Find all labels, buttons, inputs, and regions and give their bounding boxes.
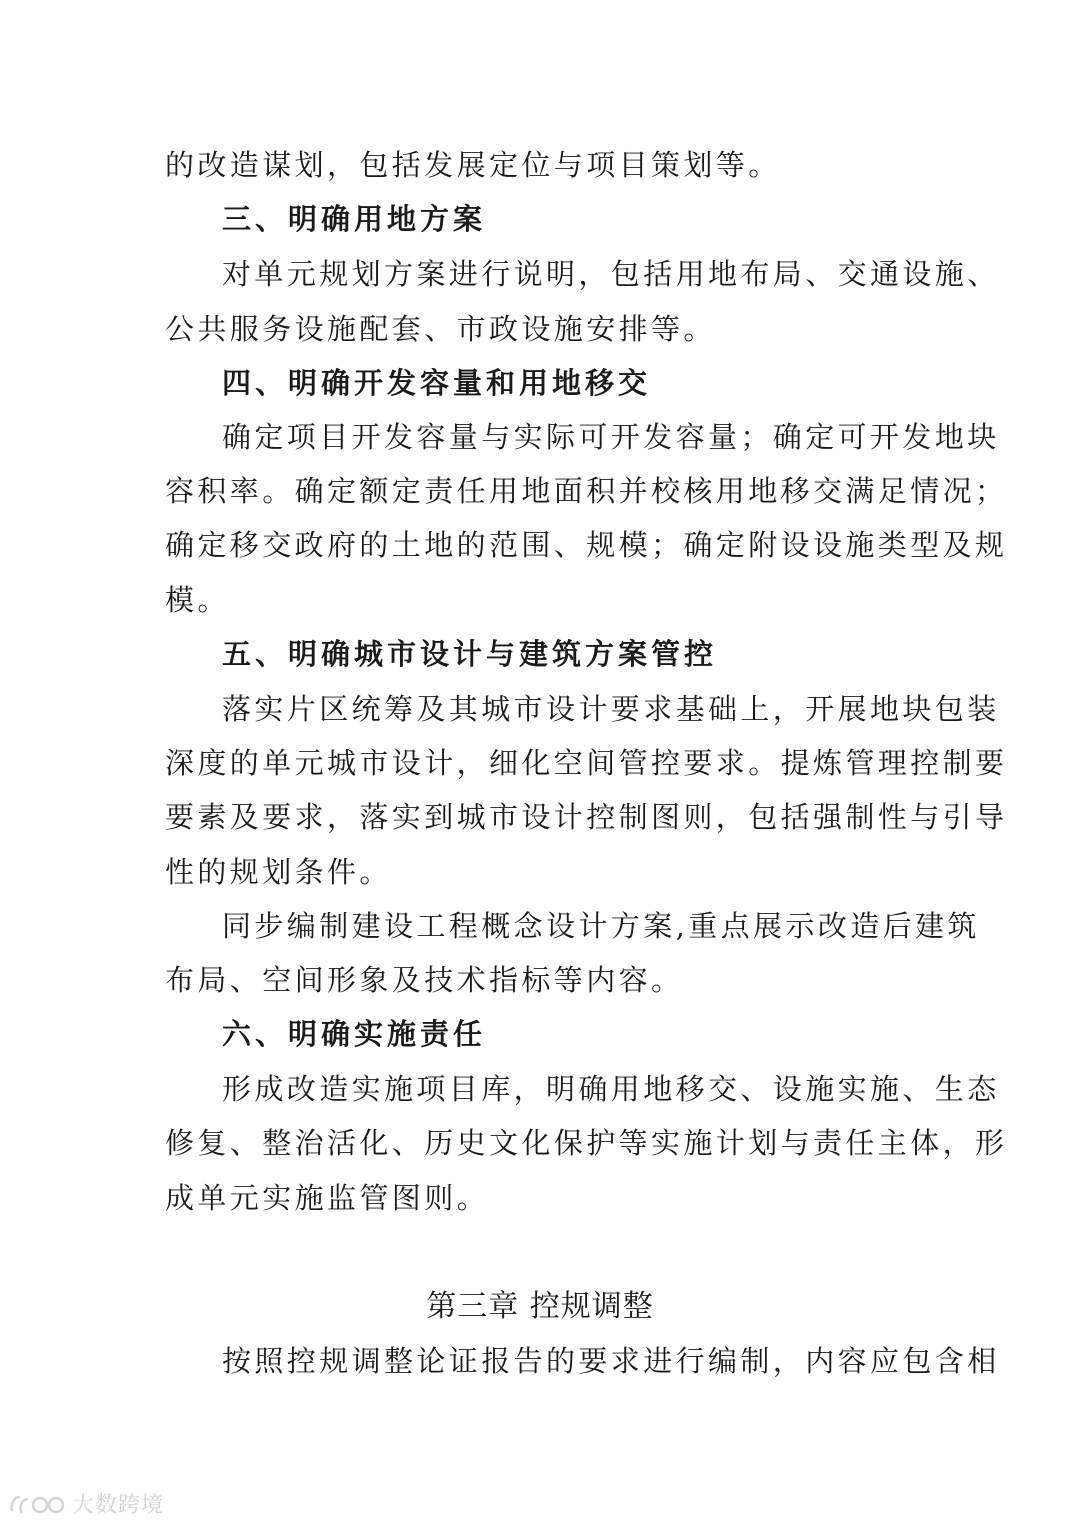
paragraph-line: 公共服务设施配套、市政设施安排等。 — [165, 312, 716, 346]
paragraph-line: 同步编制建设工程概念设计方案,重点展示改造后建筑 — [222, 909, 980, 943]
paragraph-line: 模。 — [165, 583, 230, 617]
watermark-logo-icon — [8, 1491, 68, 1517]
paragraph-line: 性的规划条件。 — [165, 855, 392, 889]
paragraph-line: 确定项目开发容量与实际可开发容量；确定可开发地块 — [222, 420, 1000, 454]
paragraph-line: 布局、空间形象及技术指标等内容。 — [165, 963, 684, 997]
paragraph-line: 确定移交政府的土地的范围、规模；确定附设设施类型及规 — [165, 528, 1008, 562]
section-heading-5: 五、明确城市设计与建筑方案管控 — [222, 637, 718, 671]
paragraph-line: 的改造谋划，包括发展定位与项目策划等。 — [165, 148, 781, 182]
paragraph-line: 修复、整治活化、历史文化保护等实施计划与责任主体，形 — [165, 1126, 1008, 1160]
paragraph-line: 形成改造实施项目库，明确用地移交、设施实施、生态 — [222, 1072, 1000, 1106]
paragraph-line: 落实片区统筹及其城市设计要求基础上，开展地块包装 — [222, 692, 1000, 726]
chapter-title: 第三章 控规调整 — [426, 1289, 654, 1324]
paragraph-line: 深度的单元城市设计，细化空间管控要求。提炼管理控制要 — [165, 746, 1008, 780]
watermark-text: 大数跨境 — [72, 1493, 165, 1518]
paragraph-line: 容积率。确定额定责任用地面积并校核用地移交满足情况； — [165, 474, 1008, 508]
section-heading-3: 三、明确用地方案 — [222, 202, 487, 236]
section-heading-6: 六、明确实施责任 — [222, 1017, 487, 1051]
section-heading-4: 四、明确开发容量和用地移交 — [222, 366, 652, 400]
watermark — [8, 1488, 164, 1519]
paragraph-line: 要素及要求，落实到城市设计控制图则，包括强制性与引导 — [165, 800, 1008, 834]
paragraph-line: 按照控规调整论证报告的要求进行编制，内容应包含相 — [222, 1344, 1000, 1378]
paragraph-line: 成单元实施监管图则。 — [165, 1181, 490, 1215]
paragraph-line: 对单元规划方案进行说明，包括用地布局、交通设施、 — [222, 257, 1000, 291]
